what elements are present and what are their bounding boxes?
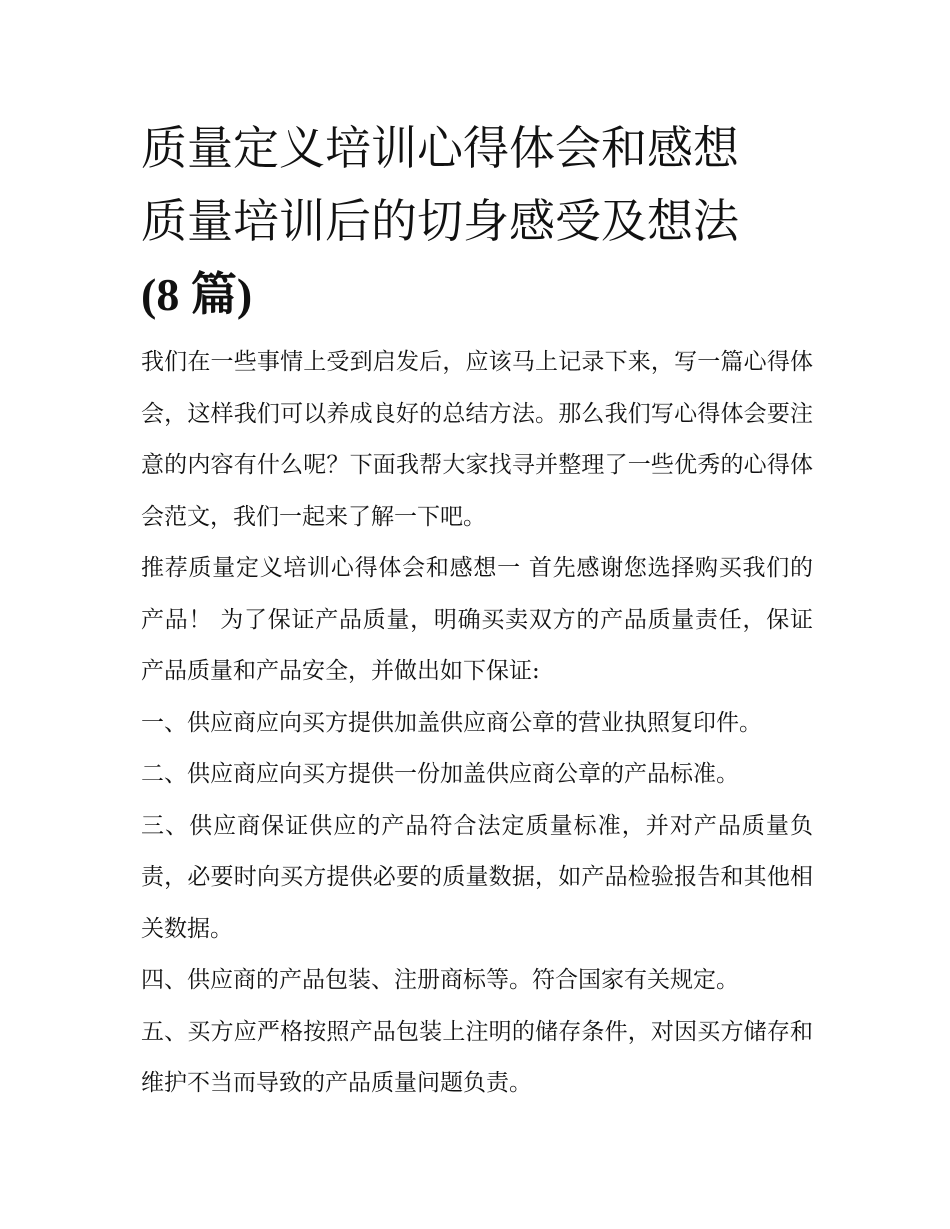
- clause-3-paragraph: 三、供应商保证供应的产品符合法定质量标准，并对产品质量负责，必要时向买方提供必要的质量数据，如产品检验报告和其他相关数据。: [141, 812, 813, 942]
- title-line-3: (8 篇): [141, 269, 253, 320]
- recommendation-paragraph: 推荐质量定义培训心得体会和感想一 首先感谢您选择购买我们的产品！ 为了保证产品质量，明确买卖双方的产品质量责任，保证产品质量和产品安全，并做出如下保证:: [141, 555, 813, 684]
- document-title: [141, 112, 813, 331]
- clause-4-paragraph: 四、供应商的产品包装、注册商标等。符合国家有关规定。: [141, 967, 739, 993]
- intro-paragraph: 我们在一些事情上受到启发后，应该马上记录下来，写一篇心得体会，这样我们可以养成良好的总结方法。那么我们写心得体会要注意的内容有什么呢？下面我帮大家找寻并整理了一些优秀的心得体会范文，我们一起来了解一下吧。: [141, 349, 813, 530]
- clause-1-paragraph: 一、供应商应向买方提供加盖供应商公章的营业执照复印件。: [141, 709, 762, 736]
- title-line-2: 质量培训后的切身感受及想法: [141, 194, 739, 248]
- clause-5-paragraph: 五、买方应严格按照产品包装上注明的储存条件，对因买方储存和维护不当而导致的产品质量问题负责。: [141, 1018, 813, 1096]
- document-page: [141, 112, 813, 1110]
- clause-2-paragraph: 二、供应商应向买方提供一份加盖供应商公章的产品标准。: [141, 761, 739, 787]
- title-line-1: 质量定义培训心得体会和感想: [141, 121, 739, 175]
